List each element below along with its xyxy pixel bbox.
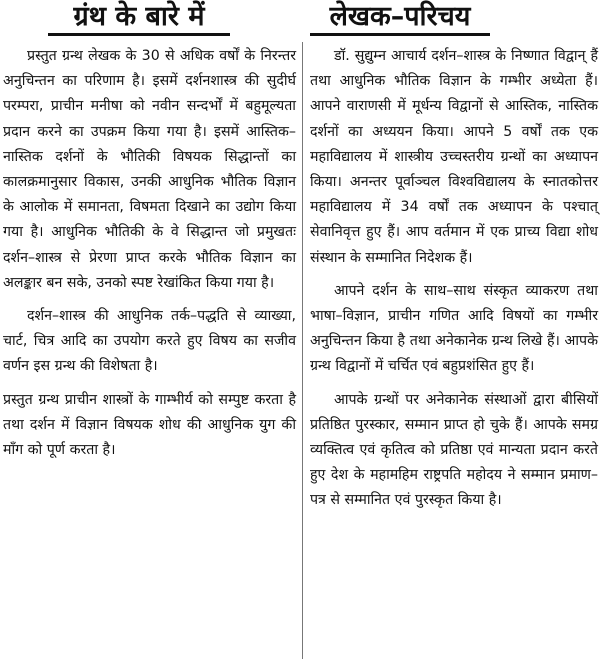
author-intro-paragraph: आपने दर्शन के साथ–साथ संस्कृत व्याकरण तथा भाषा–विज्ञान, प्राचीन गणित आदि विषयों का गम्भीर अनुचिन्तन किया है तथा अनेकानेक ग्रन्थ लिखे हैं। आपके ग्रन्थ विद्वानों में चर्चित एवं बहुप्रशंसित हुए हैं। bbox=[310, 282, 598, 375]
author-intro-paragraph: आपके ग्रन्थों पर अनेकानेक संस्थाओं द्वारा बीसियों प्रतिष्ठित पुरस्कार, सम्मान प्राप्त हो चुके हैं। आपके समग्र व्यक्तित्व एवं कृतित्व को प्रतिष्ठा एवं मान्यता प्रदान करते हुए देश के महामहिम राष्ट्रपति महोदय ने सम्मान प्रमाण–पत्र से सम्मानित एवं पुरस्कृत किया है। bbox=[310, 391, 598, 509]
about-book-column bbox=[3, 44, 296, 471]
heading-underline-left bbox=[48, 33, 230, 36]
column-divider bbox=[302, 42, 303, 659]
about-book-paragraph: दर्शन–शास्त्र की आधुनिक तर्क–पद्धति से व्याख्या, चार्ट, चित्र आदि का उपयोग करते हुए विषय का सजीव वर्णन इस ग्रन्थ की विशेषता है। bbox=[3, 308, 296, 375]
heading-about-book: ग्रंथ के बारे में bbox=[73, 1, 205, 32]
about-book-paragraph: प्रस्तुत ग्रन्थ लेखक के 30 से अधिक वर्षों के निरन्तर अनुचिन्तन का परिणाम है। इसमें दर्शनशास्त्र की सुदीर्घ परम्परा, प्राचीन मनीषा को नवीन सन्दर्भों में बहुमूल्यता प्रदान करने का उपक्रम किया गया है। इसमें आस्तिक–नास्तिक दर्शनों के भौतिकी विषयक सिद्धान्तों का कालक्रमानुसार विकास, उनकी आधुनिक भौतिक विज्ञान के आलोक में समानता, विषमता दिखाने का उद्योग किया गया है। आधुनिक भौतिकी के वे सिद्धान्त जो प्रमुखतः दर्शन–शास्त्र से प्रेरणा प्राप्त करके भौतिक विज्ञान का अलङ्कार बन सके, उनको स्पष्ट रेखांकित किया गया है। bbox=[3, 48, 296, 291]
page-header bbox=[0, 0, 600, 40]
author-intro-column bbox=[310, 44, 598, 522]
heading-author-intro: लेखक–परिचय bbox=[329, 1, 471, 32]
heading-underline-right bbox=[310, 33, 490, 36]
author-intro-paragraph: डॉ. सुद्युम्न आचार्य दर्शन–शास्त्र के निष्णात विद्वान् हैं तथा आधुनिक भौतिक विज्ञान के गम्भीर अध्येता हैं। आपने वाराणसी में मूर्धन्य विद्वानों से आस्तिक, नास्तिक दर्शनों का अध्ययन किया। आपने 5 वर्षों तक एक महाविद्यालय में शास्त्रीय उच्चस्तरीय ग्रन्थों का अध्यापन किया। अनन्तर पूर्वाञ्चल विश्वविद्यालय के स्नातकोत्तर महाविद्यालय में 34 वर्षों तक अध्यापन के पश्चात् सेवानिवृत्त हुए हैं। आप वर्तमान में एक प्राच्य विद्या शोध संस्थान के सम्मानित निदेशक हैं। bbox=[310, 48, 598, 266]
about-book-paragraph: प्रस्तुत ग्रन्थ प्राचीन शास्त्रों के गाम्भीर्य को सम्पुष्ट करता है तथा दर्शन में विज्ञान विषयक शोध की आधुनिक युग की माँग को पूर्ण करता है। bbox=[3, 391, 296, 459]
